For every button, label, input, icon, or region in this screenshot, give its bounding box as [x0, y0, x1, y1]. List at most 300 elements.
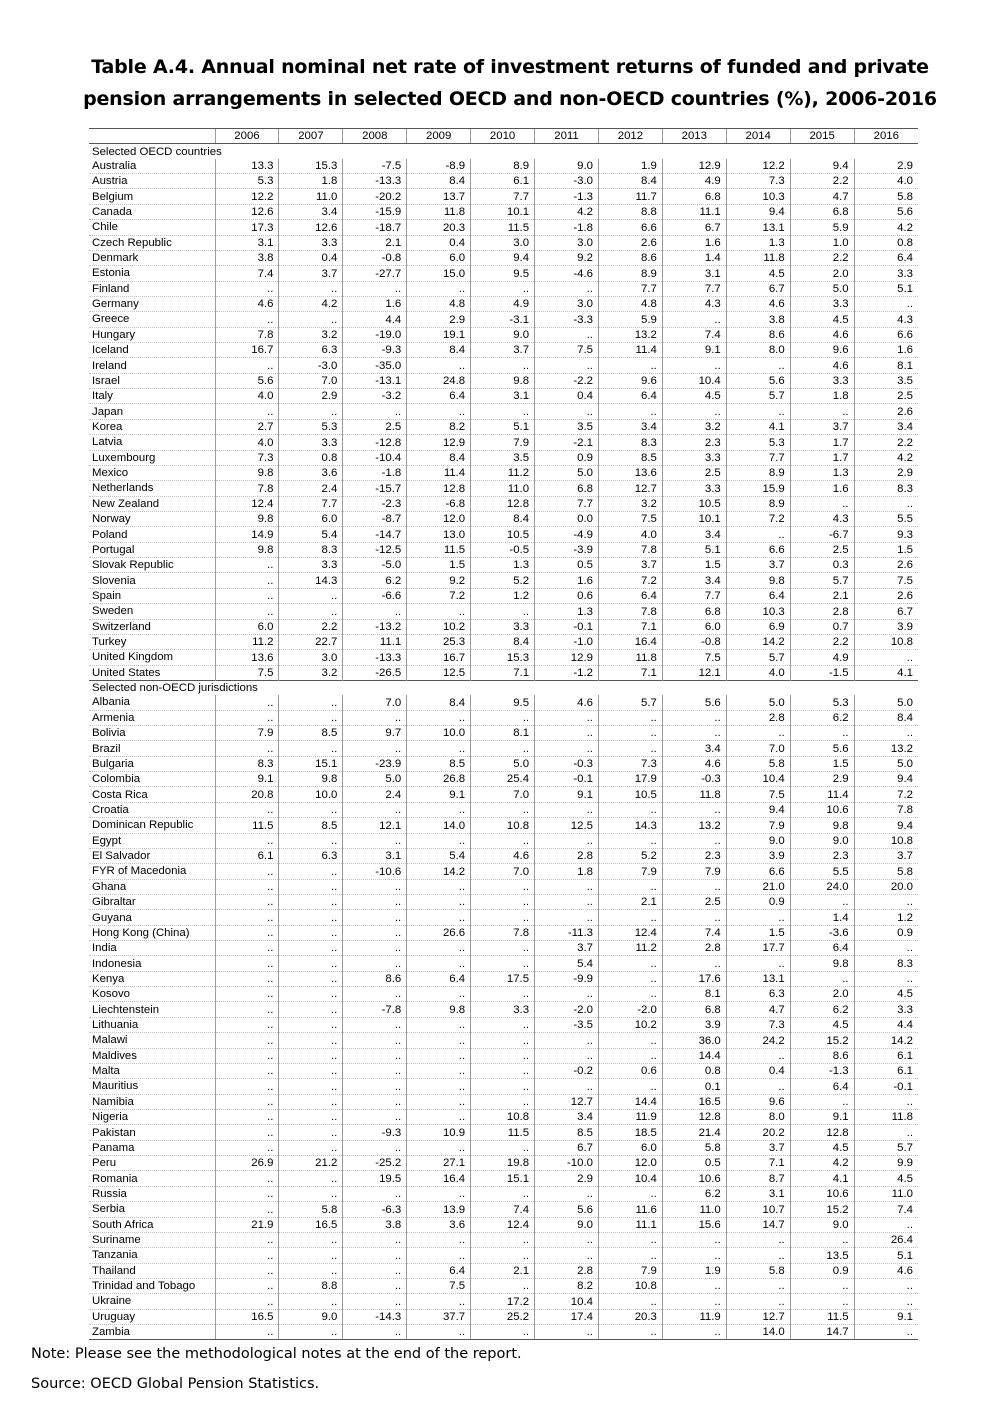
return-value: 5.1: [662, 542, 726, 557]
country-name: FYR of Macedonia: [89, 864, 215, 879]
table-row: [89, 1186, 918, 1201]
return-value: 5.8: [662, 1140, 726, 1155]
return-value: 11.4: [598, 343, 662, 358]
return-value: 1.2: [854, 910, 918, 925]
table-row: [89, 235, 918, 250]
return-value: 3.2: [279, 327, 343, 342]
year-header: 2008: [343, 129, 407, 144]
return-value: ..: [279, 312, 343, 327]
return-value: 8.4: [407, 174, 471, 189]
country-name: United Kingdom: [89, 650, 215, 665]
country-name: Gibraltar: [89, 894, 215, 909]
country-name: Chile: [89, 220, 215, 235]
return-value: 9.2: [407, 573, 471, 588]
return-value: -2.0: [598, 1002, 662, 1017]
return-value: 11.8: [662, 787, 726, 802]
return-value: 7.0: [471, 787, 535, 802]
return-value: 3.4: [854, 419, 918, 434]
return-value: 20.2: [726, 1125, 790, 1140]
return-value: 7.8: [215, 481, 279, 496]
return-value: 5.0: [854, 756, 918, 771]
return-value: ..: [279, 604, 343, 619]
return-value: 6.0: [598, 1140, 662, 1155]
country-name: Norway: [89, 511, 215, 526]
return-value: 6.6: [598, 220, 662, 235]
return-value: ..: [598, 833, 662, 848]
return-value: 21.2: [279, 1156, 343, 1171]
return-value: 4.9: [471, 296, 535, 311]
table-row: [89, 665, 918, 680]
return-value: 3.2: [662, 419, 726, 434]
return-value: 10.4: [535, 1294, 599, 1309]
return-value: 9.3: [854, 527, 918, 542]
return-value: 5.6: [535, 1202, 599, 1217]
return-value: ..: [535, 1048, 599, 1063]
return-value: 11.5: [790, 1309, 854, 1324]
country-name: Kosovo: [89, 987, 215, 1002]
return-value: 4.0: [854, 174, 918, 189]
return-value: ..: [471, 404, 535, 419]
country-name: Italy: [89, 389, 215, 404]
return-value: 9.0: [279, 1309, 343, 1324]
country-name: Luxembourg: [89, 450, 215, 465]
return-value: ..: [471, 879, 535, 894]
return-value: -2.1: [535, 435, 599, 450]
return-value: 5.7: [726, 650, 790, 665]
return-value: 5.7: [790, 573, 854, 588]
return-value: ..: [279, 695, 343, 710]
return-value: ..: [215, 1171, 279, 1186]
return-value: 0.1: [662, 1079, 726, 1094]
return-value: 3.6: [407, 1217, 471, 1232]
return-value: 36.0: [662, 1033, 726, 1048]
return-value: 5.6: [215, 373, 279, 388]
return-value: 26.9: [215, 1156, 279, 1171]
return-value: 9.8: [790, 818, 854, 833]
return-value: 14.3: [279, 573, 343, 588]
return-value: 19.8: [471, 1156, 535, 1171]
row-header-cell: [89, 129, 215, 144]
return-value: ..: [343, 802, 407, 817]
return-value: 0.7: [790, 619, 854, 634]
table-row: [89, 956, 918, 971]
return-value: 3.8: [215, 250, 279, 265]
return-value: ..: [471, 833, 535, 848]
return-value: -3.1: [471, 312, 535, 327]
return-value: 9.0: [535, 159, 599, 174]
return-value: ..: [215, 1186, 279, 1201]
return-value: ..: [215, 404, 279, 419]
return-value: 6.2: [790, 1002, 854, 1017]
return-value: ..: [790, 894, 854, 909]
return-value: 8.5: [279, 726, 343, 741]
return-value: 10.8: [471, 818, 535, 833]
return-value: ..: [726, 1278, 790, 1293]
return-value: 12.4: [471, 1217, 535, 1232]
return-value: 4.6: [854, 1263, 918, 1278]
return-value: ..: [598, 1048, 662, 1063]
return-value: 8.1: [662, 987, 726, 1002]
return-value: 7.8: [598, 542, 662, 557]
return-value: 4.2: [854, 450, 918, 465]
return-value: 7.9: [726, 818, 790, 833]
return-value: ..: [215, 1202, 279, 1217]
return-value: ..: [279, 802, 343, 817]
return-value: 8.3: [215, 756, 279, 771]
return-value: 0.8: [854, 235, 918, 250]
return-value: ..: [407, 741, 471, 756]
return-value: 12.7: [535, 1094, 599, 1109]
return-value: ..: [854, 1294, 918, 1309]
return-value: ..: [215, 281, 279, 296]
return-value: ..: [279, 1033, 343, 1048]
return-value: 8.9: [471, 159, 535, 174]
table-row: [89, 787, 918, 802]
return-value: 1.5: [726, 925, 790, 940]
return-value: -10.6: [343, 864, 407, 879]
table-row: [89, 1094, 918, 1109]
table-row: [89, 435, 918, 450]
return-value: ..: [215, 1278, 279, 1293]
return-value: -0.3: [535, 756, 599, 771]
return-value: -0.1: [854, 1079, 918, 1094]
return-value: 8.6: [343, 971, 407, 986]
return-value: 13.1: [726, 220, 790, 235]
return-value: ..: [407, 1232, 471, 1247]
return-value: ..: [215, 710, 279, 725]
return-value: 7.7: [471, 189, 535, 204]
table-row: [89, 450, 918, 465]
return-value: ..: [279, 925, 343, 940]
return-value: 3.3: [471, 1002, 535, 1017]
return-value: ..: [215, 1125, 279, 1140]
return-value: -9.3: [343, 1125, 407, 1140]
return-value: 13.6: [215, 650, 279, 665]
return-value: ..: [535, 987, 599, 1002]
return-value: 6.0: [407, 250, 471, 265]
return-value: 6.0: [662, 619, 726, 634]
return-value: -26.5: [343, 665, 407, 680]
return-value: 9.0: [726, 833, 790, 848]
return-value: 7.9: [598, 864, 662, 879]
return-value: 1.5: [854, 542, 918, 557]
return-value: 7.8: [854, 802, 918, 817]
return-value: 1.8: [535, 864, 599, 879]
country-name: Greece: [89, 312, 215, 327]
return-value: 6.4: [726, 588, 790, 603]
return-value: 9.8: [726, 573, 790, 588]
return-value: ..: [215, 941, 279, 956]
country-name: New Zealand: [89, 496, 215, 511]
return-value: 7.1: [726, 1156, 790, 1171]
return-value: ..: [407, 956, 471, 971]
return-value: 10.8: [598, 1278, 662, 1293]
table-row: [89, 419, 918, 434]
return-value: 4.5: [662, 389, 726, 404]
return-value: 8.9: [726, 496, 790, 511]
return-value: 3.3: [279, 558, 343, 573]
return-value: 5.0: [343, 772, 407, 787]
return-value: 0.3: [790, 558, 854, 573]
return-value: -0.2: [535, 1063, 599, 1078]
return-value: 2.2: [790, 174, 854, 189]
return-value: 4.6: [790, 327, 854, 342]
country-name: Ghana: [89, 879, 215, 894]
return-value: 7.5: [407, 1278, 471, 1293]
return-value: 6.3: [279, 848, 343, 863]
return-value: 6.1: [471, 174, 535, 189]
return-value: -1.8: [343, 465, 407, 480]
return-value: 4.0: [215, 435, 279, 450]
year-header: 2009: [407, 129, 471, 144]
return-value: 19.1: [407, 327, 471, 342]
return-value: 1.2: [471, 588, 535, 603]
return-value: 20.0: [854, 879, 918, 894]
return-value: 8.3: [854, 481, 918, 496]
return-value: 4.0: [598, 527, 662, 542]
return-value: ..: [215, 1002, 279, 1017]
return-value: 7.4: [662, 925, 726, 940]
return-value: 9.6: [726, 1094, 790, 1109]
return-value: ..: [215, 910, 279, 925]
return-value: ..: [279, 1094, 343, 1109]
return-value: 9.8: [790, 956, 854, 971]
return-value: ..: [598, 987, 662, 1002]
return-value: -3.9: [535, 542, 599, 557]
return-value: 14.2: [854, 1033, 918, 1048]
return-value: ..: [726, 726, 790, 741]
return-value: 4.2: [854, 220, 918, 235]
return-value: 6.7: [662, 220, 726, 235]
return-value: ..: [279, 1125, 343, 1140]
return-value: 8.3: [854, 956, 918, 971]
return-value: 3.6: [279, 465, 343, 480]
return-value: ..: [407, 1110, 471, 1125]
return-value: ..: [407, 1325, 471, 1340]
country-name: Hungary: [89, 327, 215, 342]
return-value: ..: [215, 358, 279, 373]
return-value: 1.6: [790, 481, 854, 496]
country-name: United States: [89, 665, 215, 680]
return-value: ..: [854, 971, 918, 986]
return-value: 8.0: [726, 1110, 790, 1125]
return-value: 7.2: [407, 588, 471, 603]
return-value: ..: [662, 956, 726, 971]
country-name: Thailand: [89, 1263, 215, 1278]
return-value: ..: [407, 1294, 471, 1309]
table-row: [89, 1002, 918, 1017]
return-value: 25.4: [471, 772, 535, 787]
return-value: 2.9: [279, 389, 343, 404]
table-row: [89, 1171, 918, 1186]
return-value: 2.1: [343, 235, 407, 250]
return-value: 14.9: [215, 527, 279, 542]
return-value: 13.2: [854, 741, 918, 756]
return-value: ..: [343, 1063, 407, 1078]
return-value: ..: [407, 1017, 471, 1032]
return-value: 8.8: [279, 1278, 343, 1293]
return-value: 2.8: [662, 941, 726, 956]
return-value: ..: [854, 296, 918, 311]
table-row: [89, 266, 918, 281]
return-value: 3.3: [790, 373, 854, 388]
return-value: -10.0: [535, 1156, 599, 1171]
return-value: 15.3: [471, 650, 535, 665]
return-value: -15.9: [343, 204, 407, 219]
return-value: 11.5: [471, 1125, 535, 1140]
return-value: 9.8: [407, 1002, 471, 1017]
return-value: 6.8: [662, 189, 726, 204]
return-value: ..: [790, 971, 854, 986]
country-name: India: [89, 941, 215, 956]
return-value: ..: [662, 833, 726, 848]
return-value: 5.8: [726, 1263, 790, 1278]
country-name: Czech Republic: [89, 235, 215, 250]
return-value: ..: [662, 1232, 726, 1247]
return-value: 11.4: [407, 465, 471, 480]
return-value: 7.7: [662, 281, 726, 296]
year-header: 2014: [726, 129, 790, 144]
return-value: 14.2: [407, 864, 471, 879]
return-value: 4.4: [854, 1017, 918, 1032]
return-value: 10.4: [662, 373, 726, 388]
return-value: 25.2: [471, 1309, 535, 1324]
return-value: 2.8: [726, 710, 790, 725]
return-value: 14.3: [598, 818, 662, 833]
return-value: -27.7: [343, 266, 407, 281]
return-value: 6.4: [790, 941, 854, 956]
return-value: 3.0: [535, 296, 599, 311]
return-value: 14.4: [598, 1094, 662, 1109]
return-value: ..: [471, 1033, 535, 1048]
return-value: ..: [726, 404, 790, 419]
return-value: 6.4: [407, 971, 471, 986]
return-value: 17.4: [535, 1309, 599, 1324]
return-value: 8.4: [407, 695, 471, 710]
return-value: 9.5: [471, 695, 535, 710]
return-value: ..: [215, 1048, 279, 1063]
return-value: 9.6: [598, 373, 662, 388]
return-value: 6.0: [279, 511, 343, 526]
country-name: Bulgaria: [89, 756, 215, 771]
return-value: 0.9: [790, 1263, 854, 1278]
return-value: ..: [598, 1325, 662, 1340]
table-row: [89, 619, 918, 634]
return-value: ..: [279, 1186, 343, 1201]
return-value: 2.3: [662, 435, 726, 450]
return-value: 5.2: [471, 573, 535, 588]
return-value: 12.8: [790, 1125, 854, 1140]
return-value: 16.5: [279, 1217, 343, 1232]
return-value: 9.2: [535, 250, 599, 265]
return-value: 2.2: [854, 435, 918, 450]
return-value: 7.1: [598, 665, 662, 680]
return-value: 6.8: [790, 204, 854, 219]
country-name: Panama: [89, 1140, 215, 1155]
return-value: -12.8: [343, 435, 407, 450]
return-value: ..: [471, 987, 535, 1002]
country-name: Suriname: [89, 1232, 215, 1247]
return-value: ..: [215, 573, 279, 588]
return-value: 4.3: [790, 511, 854, 526]
return-value: 12.7: [598, 481, 662, 496]
return-value: 9.4: [854, 818, 918, 833]
table-row: [89, 987, 918, 1002]
return-value: 6.4: [598, 389, 662, 404]
return-value: 16.5: [662, 1094, 726, 1109]
table-row: [89, 159, 918, 174]
return-value: 9.4: [854, 772, 918, 787]
table-row: [89, 848, 918, 863]
return-value: -8.9: [407, 159, 471, 174]
return-value: ..: [471, 1048, 535, 1063]
return-value: 8.8: [598, 204, 662, 219]
return-value: ..: [343, 987, 407, 1002]
return-value: ..: [471, 1094, 535, 1109]
country-name: Malta: [89, 1063, 215, 1078]
return-value: 21.9: [215, 1217, 279, 1232]
return-value: ..: [343, 910, 407, 925]
return-value: 1.3: [790, 465, 854, 480]
country-name: El Salvador: [89, 848, 215, 863]
return-value: ..: [662, 404, 726, 419]
table-row: [89, 833, 918, 848]
return-value: 4.3: [662, 296, 726, 311]
return-value: ..: [407, 1248, 471, 1263]
return-value: 10.3: [726, 189, 790, 204]
return-value: 10.5: [598, 787, 662, 802]
return-value: -1.5: [790, 665, 854, 680]
return-value: ..: [407, 404, 471, 419]
return-value: ..: [854, 941, 918, 956]
return-value: 7.0: [726, 741, 790, 756]
return-value: ..: [471, 1325, 535, 1340]
return-value: 9.4: [726, 204, 790, 219]
return-value: 7.8: [215, 327, 279, 342]
country-name: Costa Rica: [89, 787, 215, 802]
return-value: -25.2: [343, 1156, 407, 1171]
return-value: ..: [279, 1079, 343, 1094]
return-value: ..: [215, 879, 279, 894]
return-value: 13.1: [726, 971, 790, 986]
return-value: -20.2: [343, 189, 407, 204]
return-value: 6.6: [726, 542, 790, 557]
return-value: 4.1: [790, 1171, 854, 1186]
return-value: ..: [407, 1063, 471, 1078]
table-row: [89, 772, 918, 787]
return-value: 3.7: [535, 941, 599, 956]
return-value: ..: [854, 726, 918, 741]
return-value: ..: [535, 1033, 599, 1048]
return-value: -11.3: [535, 925, 599, 940]
return-value: ..: [407, 604, 471, 619]
return-value: 12.1: [662, 665, 726, 680]
return-value: 8.5: [407, 756, 471, 771]
return-value: 12.2: [726, 159, 790, 174]
return-value: 11.1: [343, 634, 407, 649]
table-row: [89, 1140, 918, 1155]
return-value: 9.1: [215, 772, 279, 787]
return-value: ..: [535, 1186, 599, 1201]
country-name: Ireland: [89, 358, 215, 373]
return-value: 3.9: [662, 1017, 726, 1032]
return-value: 5.0: [535, 465, 599, 480]
return-value: ..: [279, 879, 343, 894]
return-value: ..: [535, 1232, 599, 1247]
return-value: 2.8: [535, 848, 599, 863]
country-name: Peru: [89, 1156, 215, 1171]
return-value: 7.8: [598, 604, 662, 619]
